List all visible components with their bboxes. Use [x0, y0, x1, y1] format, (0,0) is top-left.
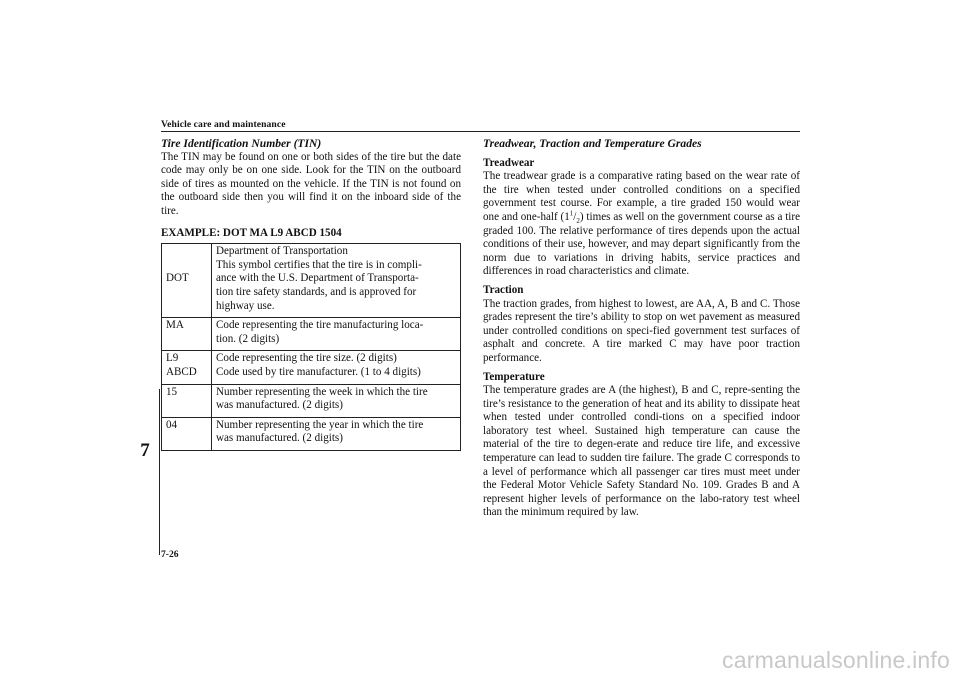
- right-column: [483, 137, 800, 520]
- table-row: [162, 244, 461, 318]
- tin-code-cell: [162, 351, 212, 384]
- tin-desc-line: was manufactured. (2 digits): [216, 432, 343, 445]
- table-row: [162, 351, 461, 384]
- grades-section-title: Treadwear, Traction and Temperature Grades: [483, 137, 702, 150]
- treadwear-heading: Treadwear: [483, 156, 535, 169]
- tin-code-cell: [162, 244, 212, 318]
- tin-code-cell: [162, 384, 212, 417]
- tin-description-cell: [212, 318, 461, 351]
- left-column: [161, 137, 461, 451]
- tin-desc-line: Code representing the tire manufacturing loca-: [216, 319, 424, 332]
- fraction-slash: /: [573, 210, 577, 223]
- header-divider: [161, 131, 800, 132]
- chapter-number: 7: [140, 440, 150, 461]
- temperature-heading: Temperature: [483, 370, 545, 383]
- tin-desc-line: Department of Transportation: [216, 245, 348, 258]
- tin-code-line: ABCD: [166, 365, 197, 378]
- page-number: 7-26: [161, 549, 179, 560]
- tin-code-line: L9: [166, 352, 179, 365]
- tin-desc-line: tion tire safety standards, and is approved for: [216, 285, 417, 298]
- tin-code-line: 04: [166, 418, 178, 431]
- table-row: [162, 384, 461, 417]
- site-watermark: carmanualsonline.info: [722, 647, 950, 673]
- tin-desc-line: Number representing the year in which the tire: [216, 418, 424, 431]
- tin-desc-line: This symbol certifies that the tire is in compli-: [216, 258, 422, 271]
- tin-desc-line: ance with the U.S. Department of Transporta-: [216, 272, 419, 285]
- tin-section-title: Tire Identification Number (TIN): [161, 137, 322, 150]
- tin-desc-line: highway use.: [216, 299, 275, 312]
- treadwear-paragraph: [483, 170, 800, 279]
- chapter-side-rule: [159, 389, 160, 555]
- tin-description-cell: [212, 244, 461, 318]
- tin-code-line: MA: [166, 319, 184, 332]
- table-row: [162, 318, 461, 351]
- tin-description-cell: [212, 417, 461, 450]
- tin-intro-paragraph: The TIN may be found on one or both sides of the tire but the date code may only be on one side. Look for the TIN on the outboard side of tires as mounted on the vehicle. If the TIN is not found on the outboard side then you will find it on the inboard side of the tire.: [161, 150, 461, 217]
- tin-desc-line: tion. (2 digits): [216, 332, 280, 345]
- fraction-denominator: 2: [576, 217, 580, 226]
- treadwear-text-before: The treadwear grade is a comparative rating based on the wear rate of the tire when tested under controlled conditions on a specified government test course. For example, a tire graded 150 would wear one and one-half (1: [483, 170, 800, 223]
- traction-paragraph: The traction grades, from highest to lowest, are AA, A, B and C. Those grades represent the tire’s ability to stop on wet pavement as measured under controlled conditions on speci-fied government test surfaces of asphalt and concrete. A tire marked C may have poor traction performance.: [483, 297, 800, 364]
- tin-desc-line: Number representing the week in which the tire: [216, 385, 428, 398]
- tin-code-line: DOT: [166, 272, 189, 285]
- traction-heading: Traction: [483, 283, 524, 296]
- table-row: [162, 417, 461, 450]
- tin-description-cell: [212, 351, 461, 384]
- tin-desc-line: Code used by tire manufacturer. (1 to 4 digits): [216, 365, 421, 378]
- temperature-paragraph: The temperature grades are A (the highest), B and C, repre-senting the tire’s resistance to the generation of heat and its ability to dissipate heat when tested under controlled condi-tions on a specified indoor laboratory test wheel. Sustained high temperature can cause the material of the tire to degen-erate and reduce tire life, and excessive temperature can lead to sudden tire failure. The grade C corresponds to a level of performance which all passenger car tires must meet under the Federal Motor Vehicle Safety Standard No. 109. Grades B and A represent higher levels of performance on the labo-ratory test wheel than the minimum required by law.: [483, 384, 800, 519]
- tin-code-cell: [162, 318, 212, 351]
- tin-code-line: 15: [166, 385, 178, 398]
- tin-desc-line: Code representing the tire size. (2 digits): [216, 352, 397, 365]
- tin-example: EXAMPLE: DOT MA L9 ABCD 1504: [161, 226, 342, 239]
- tin-desc-line: was manufactured. (2 digits): [216, 399, 343, 412]
- tin-code-cell: [162, 417, 212, 450]
- tin-table: [161, 243, 461, 451]
- page-header-title: Vehicle care and maintenance: [161, 119, 286, 130]
- fraction-numerator: 1: [569, 209, 574, 218]
- treadwear-text-after: ) times as well on the government course as a tire graded 100. The relative performance of tires depends upon the actual conditions of their use, however, and may depart significantly from the norm due to variations in driving habits, service practices and differences in road characteristics and climate.: [483, 210, 800, 278]
- tin-description-cell: [212, 384, 461, 417]
